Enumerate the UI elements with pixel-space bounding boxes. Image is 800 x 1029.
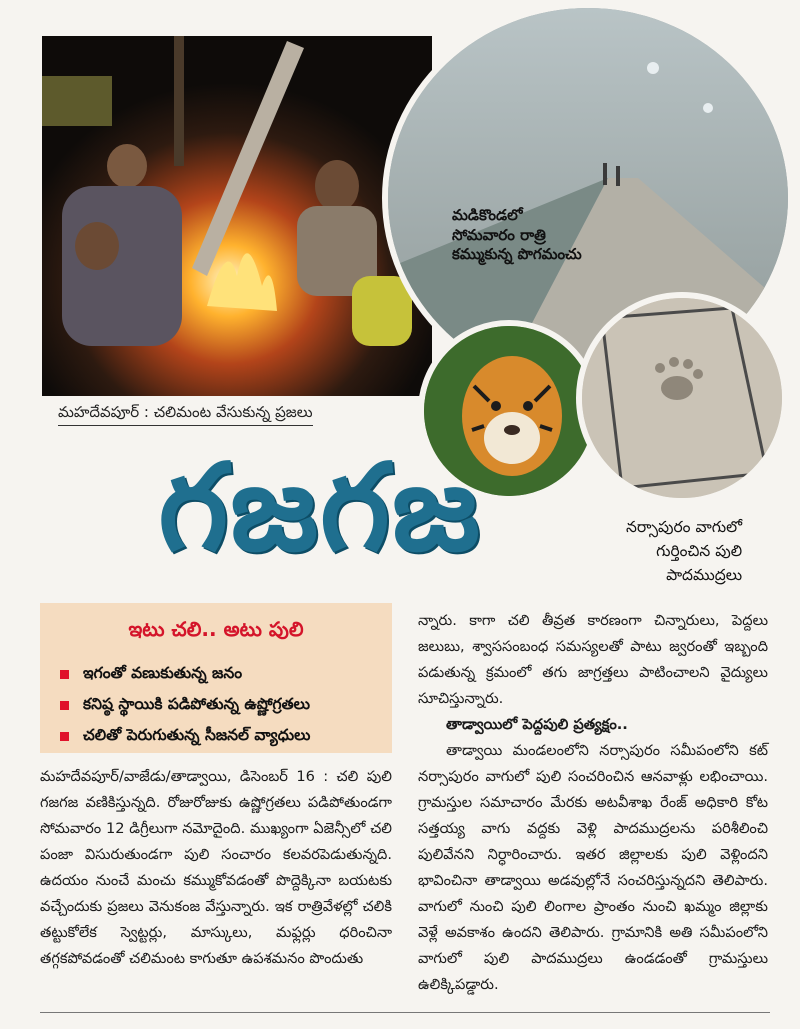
bullet-text: చలితో పెరుగుతున్న సీజనల్ వ్యాధులు: [83, 725, 311, 744]
bonfire-image: [42, 36, 432, 396]
fog-caption-line-3: కమ్ముకున్న పొగమంచు: [452, 245, 582, 263]
bullet-text: కనిష్ఠ స్థాయికి పడిపోతున్న ఉష్ణోగ్రతలు: [83, 694, 310, 713]
pugmark-caption-line-2: గుర్తించిన పులి: [656, 542, 743, 561]
article-right-column: [418, 608, 768, 998]
pugmark-caption-line-3: పాదముద్రలు: [666, 566, 743, 585]
bonfire-caption: మహదేవపూర్ : చలిమంట వేసుకున్న ప్రజలు: [58, 403, 313, 426]
article-right-text-1: న్నారు. కాగా చలి తీవ్రత కారణంగా చిన్నారులు, పెద్దలు జలుబు, శ్వాససంబంధ సమస్యలతో పాటు జ్వరంతో ఇబ్బంది పడుతున్న క్రమంలో తగు జాగ్రత్తలు పాటించాలని వైద్యులు సూచిస్తున్నారు.: [418, 612, 768, 707]
bullet-square-icon: [60, 732, 69, 741]
subheadline-box: [40, 603, 392, 753]
bullet-item: [60, 721, 310, 752]
bullet-item: [60, 659, 310, 690]
bullet-list: [60, 659, 310, 752]
bullet-square-icon: [60, 701, 69, 710]
article-subhead: తాడ్వాయిలో పెద్దపులి ప్రత్యక్షం..: [446, 716, 628, 733]
headline: [40, 438, 600, 600]
bullet-text: ఇగంతో వణుకుతున్న జనం: [83, 663, 243, 682]
fog-caption-line-2: సోమవారం రాత్రి: [452, 225, 546, 244]
article-left-text: మహదేవపూర్/వాజేడు/తాడ్వాయి, డిసెంబర్ 16 : చలి పులి గజగజ వణికిస్తున్నది. రోజురోజుకు ఉష్ణోగ్రతలు పడిపోతుండగా సోమవారం 12 డిగ్రీలుగా నమోదైంది. ముఖ్యంగా ఏజెన్సీలో చలి పంజా విసురుతుండగా పులి సంచారం కలవరపెడుతున్నది. ఉదయం నుంచే మంచు కమ్ముకోవడంతో పొద్దెక్కినా బయటకు వచ్చేందుకు ప్రజలు వెనుకంజ వేస్తున్నారు. ఇక రాత్రివేళల్లో చలికి తట్టుకోలేక స్వెట్టర్లు, మాస్కులు, మఫ్లర్లు ధరించినా తగ్గకపోవడంతో చలిమంట కాగుతూ ఉపశమనం పొందుతు: [40, 768, 392, 967]
subheadline-title: ఇటు చలి.. అటు పులి: [128, 617, 304, 641]
bottom-rule: [40, 1012, 770, 1013]
pugmark-image: [582, 298, 782, 498]
bonfire-photo: [42, 36, 432, 396]
headline-text: గజగజ: [158, 438, 482, 578]
article-right-text-2: తాడ్వాయి మండలంలోని నర్సాపురం సమీపంలోని కట్ నర్సాపురం వాగులో పులి సంచరించిన ఆనవాళ్లు లభించాయి. గ్రామస్తుల సమాచారం మేరకు అటవీశాఖ రేంజ్ అధికారి కోట సత్తయ్య వాగు వద్దకు వెళ్లి పాదముద్రలను పరిశీలించి పులివేనని నిర్ధారించారు. ఇతర జిల్లాలకు పులి వెళ్లిందని భావించినా తాడ్వాయి అడవుల్లోనే సంచరిస్తున్నదని తెలిపారు. వాగులో నుంచి పులి లింగాల ప్రాంతం నుంచి ఖమ్మం జిల్లాకు వెళ్లే అవకాశం ఉందని తెలిపారు. గ్రామానికి అతి సమీపంలోని వాగులో పులి పాదముద్రలు ఉండడంతో గ్రామస్తులు ఉలిక్కిపడ్డారు.: [418, 742, 768, 993]
fog-caption-line-1: మడికొండలో: [452, 206, 523, 224]
bullet-item: [60, 690, 310, 721]
pugmark-caption: [626, 515, 742, 587]
bullet-square-icon: [60, 670, 69, 679]
article-left-column: [40, 764, 392, 972]
fog-caption: [452, 206, 582, 265]
pugmark-photo: [576, 292, 788, 504]
pugmark-caption-line-1: నర్సాపురం వాగులో: [626, 518, 743, 536]
